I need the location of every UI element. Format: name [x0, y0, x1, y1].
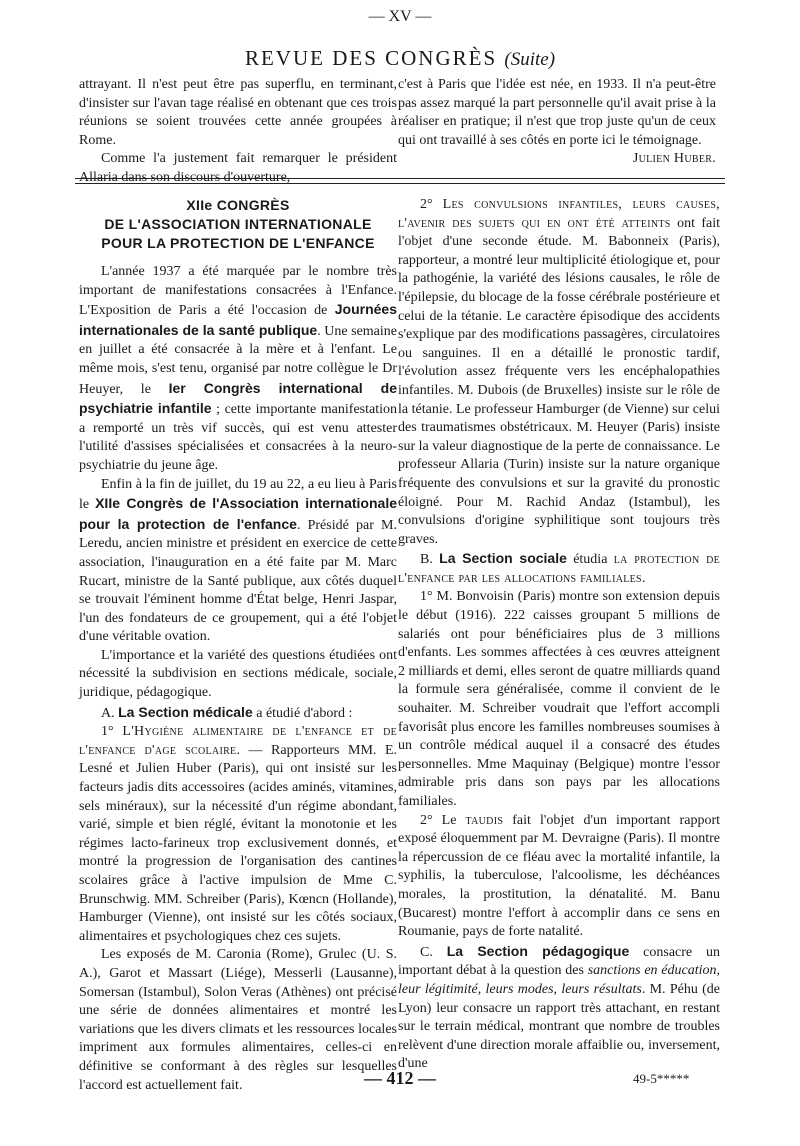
paragraph-hygiene: 1° L'Hygiène alimentaire de l'enfance et de l'enfance d'age scolaire. — Rapporteurs MM. E. Lesné et Julien Huber (Paris), qui ont insisté sur les facteurs jadis dits accessoires (acides aminés, vitamines, sels minéraux), sur la nécessité d'un régime abondant, varié, simple et bien réglé, évitant la monotonie et les régimes lacto-farineux trop exclusivement donnés, et montré la progression de l'organisation des cantines scolaires grâce à l'active impulsion de Mme C. Brunschwig. MM. Schreiber (Paris), Kœncn (Hollande), Hamburger (Vienne), ont insisté sur les côtés sociaux, alimentaires et psychologiques chez ces sujets. — [79, 724, 397, 944]
print-code: 49-5***** — [633, 1071, 690, 1086]
top-right-paragraph: c'est à Paris que l'idée est née, en 1933. Il n'a peut-être pas assez marqué la part personnelle qu'il avait prise à la réaliser en pratique; il n'est que trop juste qu'un de ceux qui ont travaillé à ses côtés en porte ici le témoignage. — [398, 77, 716, 148]
section-divider-thin — [75, 183, 725, 184]
article-title — [79, 196, 397, 253]
banner-title: REVUE DES CONGRÈS — [244, 46, 498, 70]
paragraph-sections: L'importance et la variété des questions étudiées ont nécessité la subdivision en sections médicale, sociale, juridique, pédagogique. — [79, 647, 397, 701]
paragraph-section-medicale: A. La Section médicale a étudié d'abord : — [101, 703, 353, 721]
page-number: — 412 — — [364, 1068, 436, 1088]
paragraph-section-pedagogique: C. La Section pédagogique consacre un important débat à la question des sanctions en éducation, leur légitimité, leurs modes, leurs résultats. M. Péhu (de Lyon) leur consacre un rapport très attachant, en restant sur le terrain médical, montrant que nombre de troubles relèvent d'une direction morale affaiblie ou, inversement, d'une — [398, 942, 721, 1072]
banner-suite: (Suite) — [504, 49, 556, 70]
top-right-column — [398, 76, 716, 169]
paragraph-convulsions: 2° Les convulsions infantiles, leurs causes, l'avenir des sujets qui en ont été atteints ont fait l'objet d'une seconde étude. M. Babonneix (Paris), rapporteur, a montré leur multiplicité étiologique et, pour la pathogénie, la variété des lésions causales, le rôle de l'épilepsie, du blocage de la fosse cérébrale postérieure et celui de la tétanie. Le caractère épisodique des accidents s'explique par des modifications passagères, circulatoires ou sanguines. Il en a détaillé le pronostic tardif, l'évolution assez fréquente vers les encéphalopathies infantiles. M. Dubois (de Bruxelles) insiste sur le rôle de la tétanie. Le professeur Hamburger (de Vienne) sur celui des traumatismes obstétricaux. M. Heuyer (Paris) insiste sur la valeur diagnostique de la perte de connaissance. Le professeur Allaria (Turin) insiste sur la nature organique fréquente des convulsions et sur la gravité du pronostic éloigné. Pour M. Rachid Andaz (Istambul), les convulsions d'origine syphilitique sont toujours très graves. — [398, 197, 720, 547]
title-line-3: POUR LA PROTECTION DE L'ENFANCE — [101, 235, 375, 251]
paragraph-congress: Enfin à la fin de juillet, du 19 au 22, a eu lieu à Paris le XIIe Congrès de l'Association internationale pour la protection de l'enfance. Présidé par M. Leredu, ancien ministre et président en exercice de cette association, l'inauguration en a été faite par M. Marc Rucart, ministre de la Santé publique, aux côtés duquel se trouvait l'éminent homme d'État belge, Henri Jaspar, l'un des fondateurs de ce groupement, qui a été l'objet d'une véritable ovation. — [79, 476, 397, 645]
top-left-paragraph-2: Comme l'a justement fait remarquer le président Allaria dans son discours d'ouverture, — [79, 151, 397, 185]
section-divider — [75, 178, 725, 179]
paragraph-section-sociale: B. La Section sociale étudia la protection de l'enfance par les allocations familiales. — [398, 550, 720, 586]
top-left-column — [79, 76, 397, 188]
page-folio: — XV — — [368, 8, 432, 25]
title-line-2: DE L'ASSOCIATION INTERNATIONALE — [104, 216, 372, 232]
top-left-paragraph-1: attrayant. Il n'est peut être pas superflu, en terminant, d'insister sur l'avan tage réalisé en obtenant que ces trois réunions se soient trouvées cette année groupées à Rome. — [79, 77, 397, 148]
author-signature: Julien Huber. — [632, 151, 716, 167]
paragraph-bonvoisin: 1° M. Bonvoisin (Paris) montre son extension depuis le début (1916). 222 caisses groupant 5 millions de salariés ont pour bénéficiaires plus de 3 millions d'enfants. Les sommes affectées à ces œuvres atteignent 2 milliards et demi, elles seront de quatre milliards quand la formule sera généralisée, comme il convient de le souhaiter. M. Schreiber voudrait que l'effort accompli favorisât plus encore les familles nombreuses soumises à un contrôle médical auquel il a consacré des études personnelles. Mme Maquinay (Belgique) montre l'essor admirable pris dans son pays par les allocations familiales. — [398, 589, 720, 809]
title-line-1: XIIe CONGRÈS — [186, 197, 290, 213]
paragraph-intro: L'année 1937 a été marquée par le nombre très important de manifestations consacrées à l'Enfance. L'Exposition de Paris a été l'occasion de Journées internationales de la santé publique. Une semaine en juillet a été consacrée à la mère et à l'enfant. Le même mois, s'est tenu, organisé par notre collègue le Dr Heuyer, le Ier Congrès international de psychiatrie infantile ; cette importante manifestation a remporté un très vif succès, qui est venu attester l'utilité d'assises spécialisées et consacrées à la neuro-psychiatrie du jeune âge. — [79, 264, 397, 473]
journal-banner — [0, 46, 800, 71]
article-left-column — [79, 196, 397, 1095]
paragraph-taudis: 2° Le taudis fait l'objet d'un important rapport exposé éloquemment par M. Devraigne (Paris). Il montre la répercussion de ce fléau avec la mortalité infantile, la syphilis, la tuberculose, l'alcoolisme, les déchéances morales, la prostitution, la dénatalité. M. Banu (Bucarest) montre l'effort à accomplir dans ce sens en Roumanie, pays de forte natalité. — [398, 812, 720, 940]
article-right-column — [398, 196, 720, 1074]
paragraph-exposes: Les exposés de M. Caronia (Rome), Grulec (U. S. A.), Garot et Massart (Liége), Messerli (Lausanne), Somersan (Istambul), Solon Veras (Athènes) ont précisé une série de données alimentaires et montré les variations que les divers climats et les ressources locales impriment aux formules alimentaires, celles-ci en définitive se conformant à des règles sur lesquelles l'accord est actuellement fait. — [79, 947, 397, 1093]
